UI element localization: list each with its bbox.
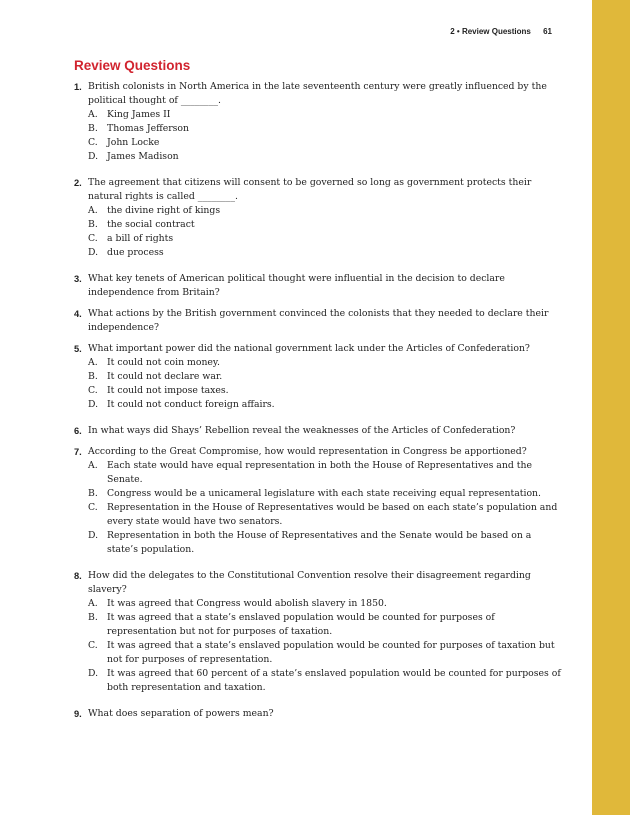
answer-options [74, 597, 564, 695]
question-row [74, 307, 564, 335]
option-text: Representation in both the House of Representatives and the Senate would be based on a state’s population. [107, 530, 532, 555]
option-letter: D. [88, 151, 99, 162]
question-row [74, 569, 564, 597]
answer-option [74, 108, 564, 122]
option-letter: A. [88, 460, 98, 471]
question-8 [74, 569, 564, 695]
question-number: 6. [74, 426, 82, 436]
question-4 [74, 307, 564, 335]
option-letter: C. [88, 137, 98, 148]
answer-option [74, 459, 564, 487]
option-text: It could not conduct foreign affairs. [107, 399, 275, 410]
question-number: 9. [74, 709, 82, 719]
option-letter: D. [88, 399, 99, 410]
question-1 [74, 80, 564, 164]
question-number: 2. [74, 178, 82, 188]
answer-option [74, 218, 564, 232]
question-row [74, 272, 564, 300]
question-5 [74, 342, 564, 412]
answer-option [74, 122, 564, 136]
question-text: What actions by the British government convinced the colonists that they needed to declare their independence? [88, 308, 549, 333]
question-row [74, 342, 564, 356]
question-6 [74, 424, 564, 438]
answer-option [74, 639, 564, 667]
option-letter: B. [88, 612, 98, 623]
side-color-bar [592, 0, 630, 815]
option-letter: B. [88, 123, 98, 134]
option-text: Congress would be a unicameral legislature with each state receiving equal representation. [107, 488, 542, 499]
question-list [74, 80, 564, 721]
option-text: Representation in the House of Representatives would be based on each state’s population and every state would have two senators. [107, 502, 558, 527]
page-content [74, 58, 564, 721]
answer-option [74, 232, 564, 246]
option-letter: B. [88, 219, 98, 230]
option-text: It could not impose taxes. [107, 385, 229, 396]
running-header [450, 27, 552, 36]
question-text: What key tenets of American political thought were influential in the decision to declare independence from Britain? [88, 273, 505, 298]
option-letter: C. [88, 233, 98, 244]
page-number: 61 [543, 27, 552, 36]
question-number: 8. [74, 571, 82, 581]
section-title: Review Questions [74, 58, 191, 73]
answer-option [74, 611, 564, 639]
question-number: 4. [74, 309, 82, 319]
option-text: It was agreed that Congress would abolish slavery in 1850. [107, 598, 387, 609]
question-text: British colonists in North America in the late seventeenth century were greatly influenced by the political thought of ________. [88, 81, 547, 106]
answer-option [74, 501, 564, 529]
answer-option [74, 204, 564, 218]
option-text: It was agreed that 60 percent of a state’s enslaved population would be counted for purposes of both representation and taxation. [107, 668, 561, 693]
option-letter: C. [88, 385, 98, 396]
option-text: John Locke [107, 137, 160, 148]
answer-options [74, 108, 564, 164]
question-2 [74, 176, 564, 260]
question-number: 3. [74, 274, 82, 284]
option-text: James Madison [107, 151, 179, 162]
option-text: It could not declare war. [107, 371, 223, 382]
option-text: the social contract [107, 219, 195, 230]
answer-option [74, 150, 564, 164]
question-number: 1. [74, 82, 82, 92]
answer-options [74, 356, 564, 412]
answer-option [74, 597, 564, 611]
question-row [74, 80, 564, 108]
option-text: It was agreed that a state’s enslaved population would be counted for purposes of taxation but not for purposes of representation. [107, 640, 555, 665]
option-text: Each state would have equal representation in both the House of Representatives and the Senate. [107, 460, 532, 485]
question-number: 5. [74, 344, 82, 354]
answer-option [74, 356, 564, 370]
option-letter: B. [88, 371, 98, 382]
option-letter: A. [88, 205, 98, 216]
option-text: Thomas Jefferson [107, 123, 190, 134]
question-text: How did the delegates to the Constitutional Convention resolve their disagreement regarding slavery? [88, 570, 531, 595]
question-text: What important power did the national government lack under the Articles of Confederation? [88, 343, 530, 354]
answer-option [74, 384, 564, 398]
answer-option [74, 529, 564, 557]
question-text: The agreement that citizens will consent to be governed so long as government protects their natural rights is called ________. [88, 177, 532, 202]
question-row [74, 424, 564, 438]
question-text: In what ways did Shays’ Rebellion reveal the weaknesses of the Articles of Confederation? [88, 425, 516, 436]
option-letter: D. [88, 668, 99, 679]
option-letter: D. [88, 247, 99, 258]
option-text: It was agreed that a state’s enslaved population would be counted for purposes of representation but not for purposes of taxation. [107, 612, 495, 637]
answer-option [74, 398, 564, 412]
answer-option [74, 487, 564, 501]
chapter-label: 2 • Review Questions [450, 27, 531, 36]
question-number: 7. [74, 447, 82, 457]
option-letter: C. [88, 640, 98, 651]
option-letter: B. [88, 488, 98, 499]
option-letter: C. [88, 502, 98, 513]
answer-option [74, 136, 564, 150]
question-3 [74, 272, 564, 300]
option-text: due process [107, 247, 164, 258]
answer-option [74, 246, 564, 260]
answer-option [74, 667, 564, 695]
answer-options [74, 459, 564, 557]
option-text: a bill of rights [107, 233, 174, 244]
question-7 [74, 445, 564, 557]
answer-options [74, 204, 564, 260]
question-text: According to the Great Compromise, how would representation in Congress be apportioned? [88, 446, 527, 457]
question-row [74, 176, 564, 204]
option-text: King James II [107, 109, 171, 120]
option-letter: A. [88, 598, 98, 609]
question-row [74, 445, 564, 459]
question-text: What does separation of powers mean? [88, 708, 274, 719]
option-letter: A. [88, 357, 98, 368]
option-text: It could not coin money. [107, 357, 220, 368]
option-letter: A. [88, 109, 98, 120]
answer-option [74, 370, 564, 384]
question-9 [74, 707, 564, 721]
option-text: the divine right of kings [107, 205, 221, 216]
question-row [74, 707, 564, 721]
option-letter: D. [88, 530, 99, 541]
